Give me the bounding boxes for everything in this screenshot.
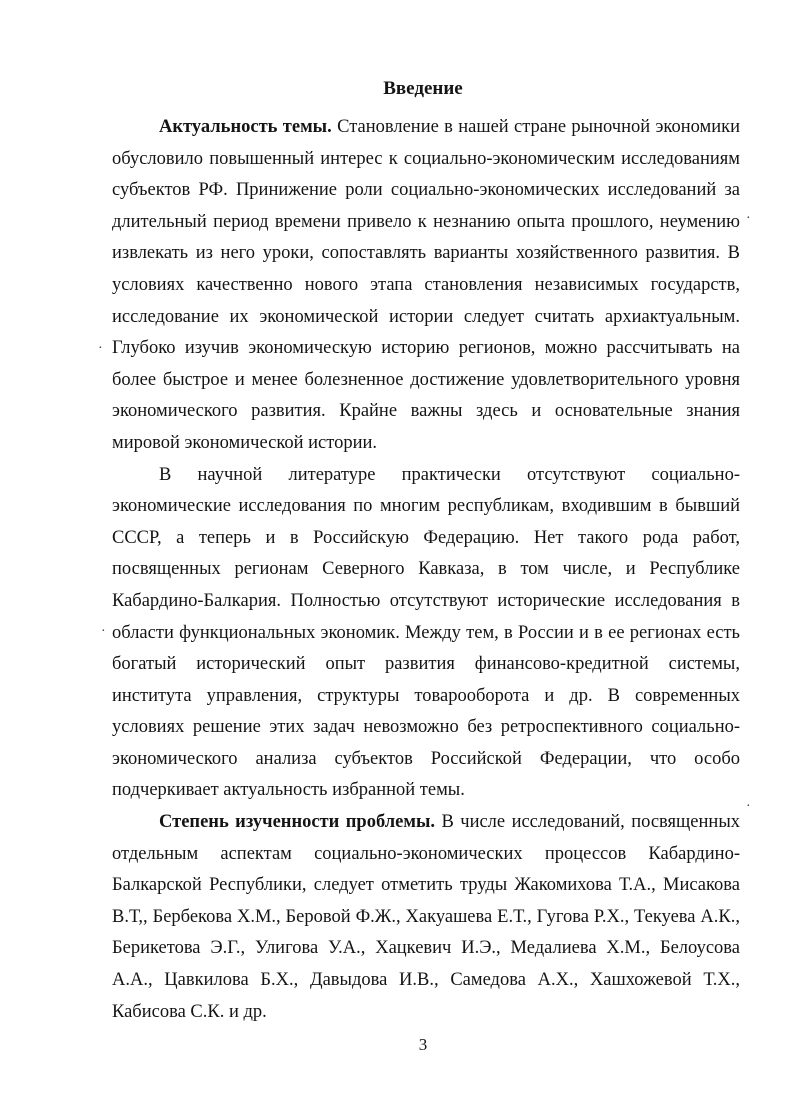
scan-speck: · (98, 341, 103, 356)
paragraph-study-degree (112, 807, 740, 1028)
page-number: 3 (418, 1035, 428, 1054)
page-title: Введение (383, 78, 463, 99)
paragraph-literature (112, 460, 740, 808)
document-body (112, 112, 740, 1028)
paragraph-lead: Степень изученности проблемы. (159, 812, 436, 833)
scan-speck: · (101, 624, 106, 639)
paragraph-lead: Актуальность темы. (159, 117, 332, 137)
paragraph-text: В числе исследований, посвященных отдельным аспектам социально-экономических процессов Кабардино-Балкарской Республики, следует отметить труды Жакомихова Т.А., Мисакова В.Т,, Бербекова Х.М., Беровой Ф.Ж., Хакуашева Е.Т., Гугова Р.Х., Текуева А.К., Берикетова Э.Г., Улигова У.А., Хацкевич И.Э., Медалиева Х.М., Белоусова А.А., Цавкилова Б.Х., Давыдова И.В., Самедова А.Х., Хашхожевой Т.Х., Кабисова С.К. и др. (112, 812, 740, 1022)
scan-speck: · (746, 211, 751, 226)
paragraph-text: Становление в нашей стране рыночной экономики обусловило повышенный интерес к социально-экономическим исследованиям субъектов РФ. Принижение роли социально-экономических исследований за длительный период времени привело к незнанию опыта прошлого, неумению извлекать из него уроки, сопоставлять варианты хозяйственного развития. В условиях качественно нового этапа становления независимых государств, исследование их экономической истории следует считать архиактуальным. Глубоко изучив экономическую историю регионов, можно рассчитывать на более быстрое и менее болезненное достижение удовлетворительного уровня экономического развития. Крайне важны здесь и основательные знания мировой экономической истории. (112, 117, 741, 453)
paragraph-text: В научной литературе практически отсутствуют социально-экономические исследования по многим республикам, входившим в бывший СССР, а теперь и в Российскую Федерацию. Нет такого рода работ, посвященных регионам Северного Кавказа, в том числе, и Республике Кабардино-Балкария. Полностью отсутствуют исторические исследования в области функциональных экономик. Между тем, в России и в ее регионах есть богатый исторический опыт развития финансово-кредитной системы, института управления, структуры товарооборота и др. В современных условиях решение этих задач невозможно без ретроспективного социально-экономического анализа субъектов Российской Федерации, что особо подчеркивает актуальность избранной темы. (112, 464, 740, 801)
paragraph-relevance (112, 112, 740, 460)
scan-speck: · (746, 799, 751, 814)
